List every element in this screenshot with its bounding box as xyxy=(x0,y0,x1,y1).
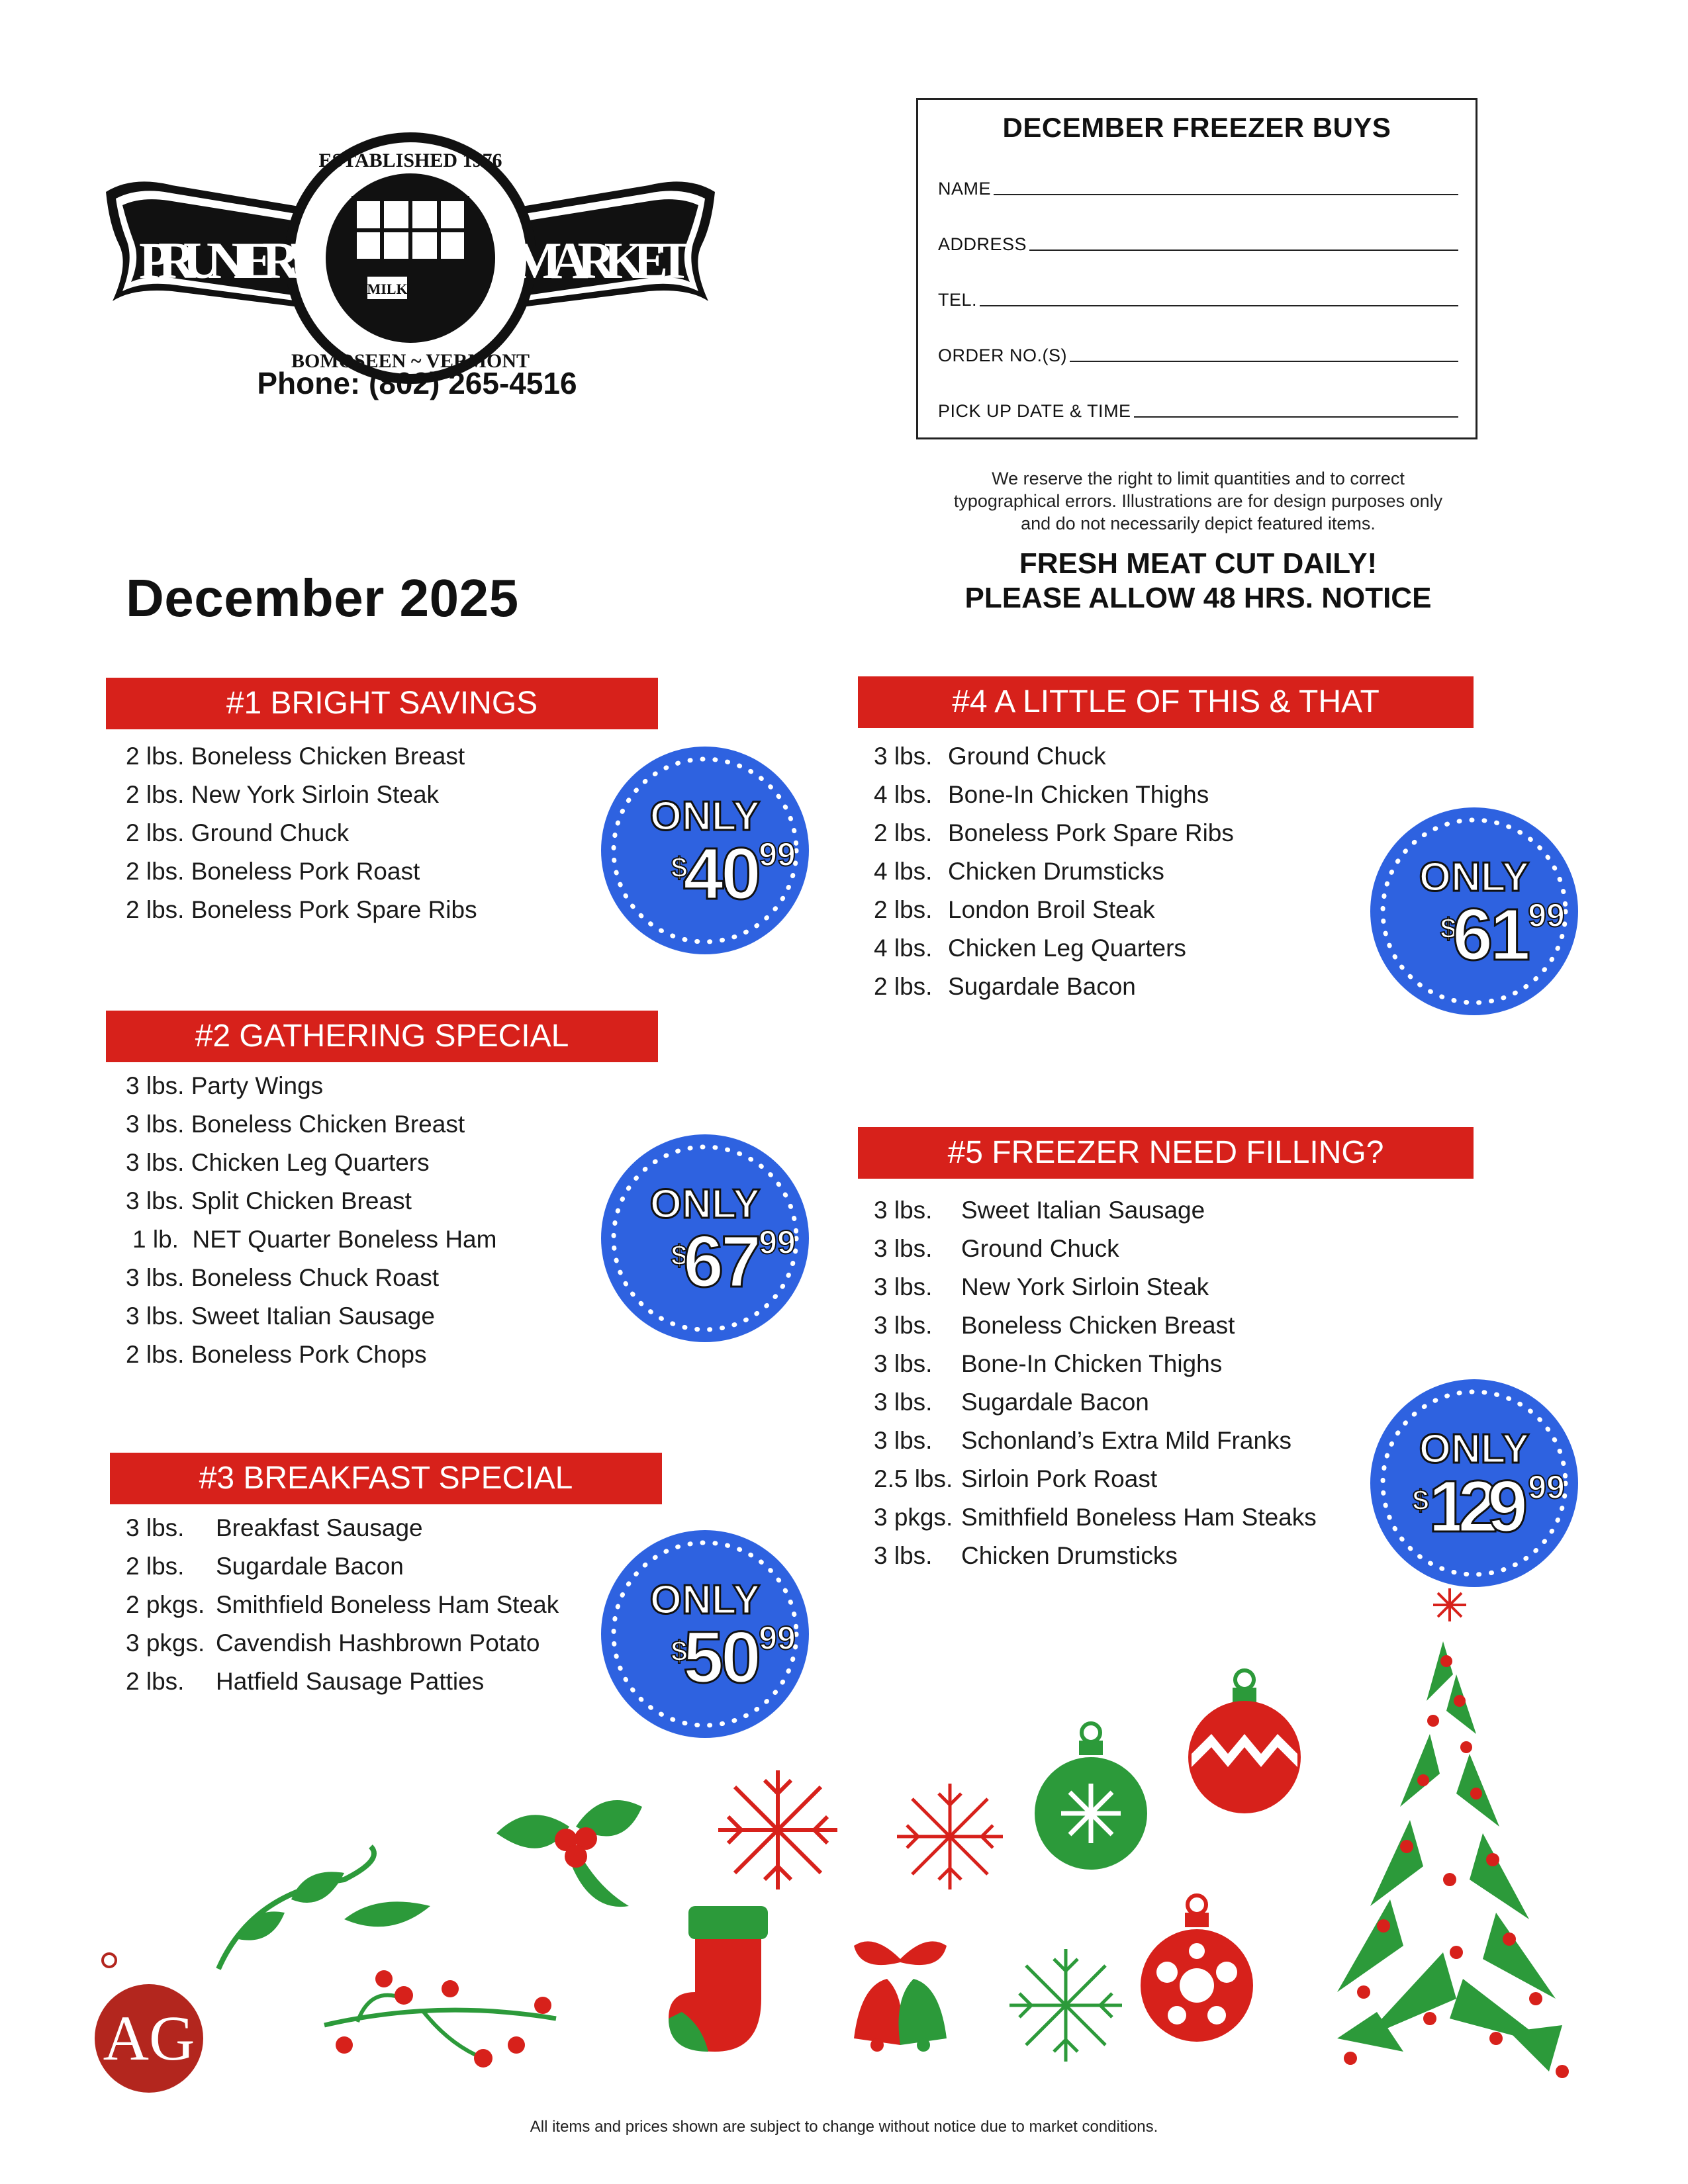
logo-established-text: ESTABLISHED 1976 xyxy=(318,150,502,171)
item-name: Sugardale Bacon xyxy=(961,1388,1149,1416)
item-qty: 3 lbs. xyxy=(874,1197,933,1224)
item-name: Ground Chuck xyxy=(948,743,1106,770)
holly-icon xyxy=(318,1959,563,2078)
package-item xyxy=(874,781,1209,809)
item-name: Boneless Chicken Breast xyxy=(961,1312,1235,1339)
item-qty: 3 lbs. xyxy=(126,1111,185,1138)
disclaimer xyxy=(907,467,1489,535)
item-qty: 2 lbs. xyxy=(126,819,185,846)
package-item xyxy=(874,1465,1157,1493)
item-name: New York Sirloin Steak xyxy=(191,781,440,808)
svg-text:$: $ xyxy=(671,1635,688,1668)
item-name: Sugardale Bacon xyxy=(948,973,1136,1000)
badge-price-cents: 99 xyxy=(759,1619,796,1657)
package-item xyxy=(874,934,1186,962)
item-qty: 3 lbs. xyxy=(874,1388,933,1416)
package-item xyxy=(874,743,1106,770)
package-item xyxy=(126,1591,559,1619)
package-item xyxy=(126,858,420,886)
holly-icon xyxy=(212,1840,437,1972)
snowflake-icon xyxy=(715,1767,841,1893)
package-3-header: #3 BREAKFAST SPECIAL xyxy=(110,1453,662,1504)
item-qty: 2 lbs. xyxy=(874,819,933,846)
package-item xyxy=(126,1341,427,1369)
form-field-label: ADDRESS xyxy=(938,234,1027,254)
badge-word: ONLY xyxy=(649,1181,761,1227)
item-name: Sweet Italian Sausage xyxy=(961,1197,1205,1224)
package-item xyxy=(874,858,1164,886)
item-name: New York Sirloin Steak xyxy=(961,1273,1209,1300)
item-qty: 4 lbs. xyxy=(874,934,933,962)
item-qty: 3 lbs. xyxy=(126,1072,185,1099)
badge-price-cents: 99 xyxy=(759,836,796,873)
ag-logo-text: AG xyxy=(103,2003,195,2073)
package-2-header: #2 GATHERING SPECIAL xyxy=(106,1011,658,1062)
item-qty: 3 lbs. xyxy=(126,1264,185,1291)
item-name: Sugardale Bacon xyxy=(216,1553,404,1580)
price-badge xyxy=(600,1529,810,1739)
badge-word: ONLY xyxy=(649,794,761,839)
item-qty: 3 lbs. xyxy=(874,1350,933,1377)
package-item xyxy=(874,1427,1291,1455)
item-qty: 3 lbs. xyxy=(874,1312,933,1339)
package-item xyxy=(874,1350,1222,1378)
package-item xyxy=(874,1235,1119,1263)
package-item xyxy=(874,1542,1178,1570)
form-field-label: NAME xyxy=(938,179,992,199)
item-name: Party Wings xyxy=(191,1072,324,1099)
item-name: Chicken Drumsticks xyxy=(961,1542,1178,1569)
badge-price-cents: 99 xyxy=(759,1224,796,1261)
item-qty: 3 lbs. xyxy=(874,743,933,770)
store-phone: Phone: (802) 265-4516 xyxy=(257,366,577,400)
item-qty: 1 lb. xyxy=(132,1226,179,1253)
form-field-label: TEL. xyxy=(938,290,978,310)
snowflake-icon xyxy=(894,1780,1006,1893)
package-item xyxy=(126,1302,435,1330)
item-qty: 3 pkgs. xyxy=(126,1629,205,1657)
svg-text:$: $ xyxy=(671,852,688,884)
package-item xyxy=(874,1388,1149,1416)
form-field-name[interactable] xyxy=(938,173,1458,199)
badge-price-dollars: 67 xyxy=(683,1221,761,1302)
form-field-label: ORDER NO.(S) xyxy=(938,345,1067,365)
package-item xyxy=(126,1514,423,1542)
item-name: Ground Chuck xyxy=(191,819,350,846)
store-logo xyxy=(93,113,728,390)
package-item xyxy=(874,1273,1209,1301)
svg-text:$: $ xyxy=(1440,913,1457,945)
item-name: Schonland’s Extra Mild Franks xyxy=(961,1427,1292,1454)
item-name: Cavendish Hashbrown Potato xyxy=(216,1629,540,1657)
order-form xyxy=(916,98,1477,439)
package-5-header: #5 FREEZER NEED FILLING? xyxy=(858,1127,1474,1179)
badge-price-cents: 99 xyxy=(1528,1469,1565,1506)
badge-price-dollars: 61 xyxy=(1452,894,1530,976)
package-item xyxy=(126,1187,412,1215)
badge-price-cents: 99 xyxy=(1528,897,1565,934)
item-qty: 3 pkgs. xyxy=(874,1504,953,1531)
badge-word: ONLY xyxy=(1419,1426,1530,1472)
item-qty: 3 lbs. xyxy=(126,1149,185,1176)
item-name: Smithfield Boneless Ham Steak xyxy=(216,1591,559,1618)
package-item xyxy=(126,1149,430,1177)
item-qty: 3 lbs. xyxy=(874,1273,933,1300)
item-qty: 3 lbs. xyxy=(874,1542,933,1569)
package-item xyxy=(126,1111,465,1138)
package-item xyxy=(126,1072,323,1100)
badge-word: ONLY xyxy=(1419,854,1530,900)
item-qty: 2 lbs. xyxy=(126,858,185,885)
fresh-meat-notice xyxy=(900,547,1496,615)
form-field-order-no[interactable] xyxy=(938,340,1458,366)
holly-icon xyxy=(490,1787,649,1919)
price-badge xyxy=(600,1133,810,1343)
item-name: Chicken Drumsticks xyxy=(948,858,1164,885)
badge-price-dollars: 129 xyxy=(1429,1466,1528,1547)
snowflake-icon xyxy=(1006,1946,1125,2065)
item-name: Bone-In Chicken Thighs xyxy=(961,1350,1223,1377)
package-item xyxy=(874,1312,1235,1340)
item-name: Boneless Chicken Breast xyxy=(191,1111,465,1138)
item-qty: 2 lbs. xyxy=(874,896,933,923)
item-qty: 2.5 lbs. xyxy=(874,1465,953,1492)
form-field-label: PICK UP DATE & TIME xyxy=(938,401,1131,421)
ag-logo xyxy=(93,1952,205,2098)
ornament-icon xyxy=(1137,1893,1256,2045)
item-name: Ground Chuck xyxy=(961,1235,1119,1262)
item-name: NET Quarter Boneless Ham xyxy=(192,1226,497,1253)
package-item xyxy=(874,1197,1205,1224)
badge-word: ONLY xyxy=(649,1577,761,1623)
item-name: Breakfast Sausage xyxy=(216,1514,423,1541)
item-qty: 2 lbs. xyxy=(126,1341,185,1368)
item-qty: 2 lbs. xyxy=(126,781,185,808)
item-qty: 3 lbs. xyxy=(874,1235,933,1262)
package-item xyxy=(126,781,439,809)
package-item xyxy=(132,1226,496,1253)
package-item xyxy=(874,819,1234,847)
page-title: December 2025 xyxy=(126,569,519,627)
package-item xyxy=(126,1629,540,1657)
package-1-header: #1 BRIGHT SAVINGS xyxy=(106,678,658,729)
item-name: Chicken Leg Quarters xyxy=(948,934,1186,962)
notice-line: FRESH MEAT CUT DAILY! xyxy=(1019,547,1378,580)
disclaimer-line: and do not necessarily depict featured items. xyxy=(1021,514,1376,533)
item-name: Boneless Chuck Roast xyxy=(191,1264,440,1291)
item-name: Sirloin Pork Roast xyxy=(961,1465,1158,1492)
item-qty: 3 lbs. xyxy=(874,1427,933,1454)
package-item xyxy=(126,1553,404,1580)
logo-sign-text: MILK xyxy=(367,281,408,297)
item-name: Smithfield Boneless Ham Steaks xyxy=(961,1504,1317,1531)
disclaimer-line: typographical errors. Illustrations are for design purposes only xyxy=(953,491,1443,511)
item-name: Boneless Pork Spare Ribs xyxy=(948,819,1234,846)
item-qty: 4 lbs. xyxy=(874,858,933,885)
price-badge xyxy=(1369,1378,1579,1588)
disclaimer-line: We reserve the right to limit quantities and to correct xyxy=(992,469,1405,488)
item-qty: 3 lbs. xyxy=(126,1302,185,1330)
item-name: London Broil Steak xyxy=(948,896,1155,923)
item-qty: 2 lbs. xyxy=(126,743,185,770)
package-item xyxy=(874,973,1136,1001)
package-item xyxy=(126,896,477,924)
item-name: Boneless Pork Roast xyxy=(191,858,420,885)
svg-text:$: $ xyxy=(1412,1484,1429,1517)
bells-icon xyxy=(834,1926,966,2058)
badge-price-dollars: 40 xyxy=(683,833,761,915)
item-qty: 2 lbs. xyxy=(126,1668,185,1695)
package-item xyxy=(874,1504,1317,1531)
item-qty: 3 lbs. xyxy=(126,1187,185,1214)
item-qty: 2 pkgs. xyxy=(126,1591,205,1618)
stocking-icon xyxy=(662,1899,781,2058)
price-badge xyxy=(1369,806,1579,1017)
item-name: Chicken Leg Quarters xyxy=(191,1149,430,1176)
item-name: Bone-In Chicken Thighs xyxy=(948,781,1209,808)
item-name: Boneless Chicken Breast xyxy=(191,743,465,770)
form-field-pickup[interactable] xyxy=(938,395,1458,422)
christmas-tree-icon xyxy=(1297,1582,1602,2098)
item-name: Hatfield Sausage Patties xyxy=(216,1668,485,1695)
notice-line: PLEASE ALLOW 48 HRS. NOTICE xyxy=(964,582,1432,614)
item-name: Sweet Italian Sausage xyxy=(191,1302,435,1330)
item-qty: 2 lbs. xyxy=(874,973,933,1000)
item-qty: 4 lbs. xyxy=(874,781,933,808)
package-item xyxy=(126,1668,484,1696)
item-name: Boneless Pork Spare Ribs xyxy=(191,896,477,923)
ornament-icon xyxy=(1185,1668,1304,1813)
item-qty: 3 lbs. xyxy=(126,1514,185,1541)
package-item xyxy=(126,819,349,847)
package-item xyxy=(126,743,465,770)
ornament-icon xyxy=(1031,1721,1150,1873)
item-qty: 2 lbs. xyxy=(126,896,185,923)
form-field-tel[interactable] xyxy=(938,284,1458,310)
item-name: Split Chicken Breast xyxy=(191,1187,412,1214)
package-item xyxy=(126,1264,439,1292)
price-badge xyxy=(600,745,810,956)
form-field-address[interactable] xyxy=(938,228,1458,255)
svg-text:$: $ xyxy=(671,1240,688,1272)
badge-price-dollars: 50 xyxy=(683,1617,761,1698)
logo-left-text: PRUNIER'S xyxy=(139,232,318,289)
item-name: Boneless Pork Chops xyxy=(191,1341,427,1368)
order-form-title: DECEMBER FREEZER BUYS xyxy=(1002,112,1391,143)
logo-location-text: BOMOSEEN ~ VERMONT xyxy=(291,350,530,372)
footer-disclaimer: All items and prices shown are subject to change without notice due to market conditions. xyxy=(530,2118,1158,2136)
logo-right-text: MARKET xyxy=(513,232,692,289)
item-qty: 2 lbs. xyxy=(126,1553,185,1580)
package-4-header: #4 A LITTLE OF THIS & THAT xyxy=(858,676,1474,728)
package-item xyxy=(874,896,1155,924)
